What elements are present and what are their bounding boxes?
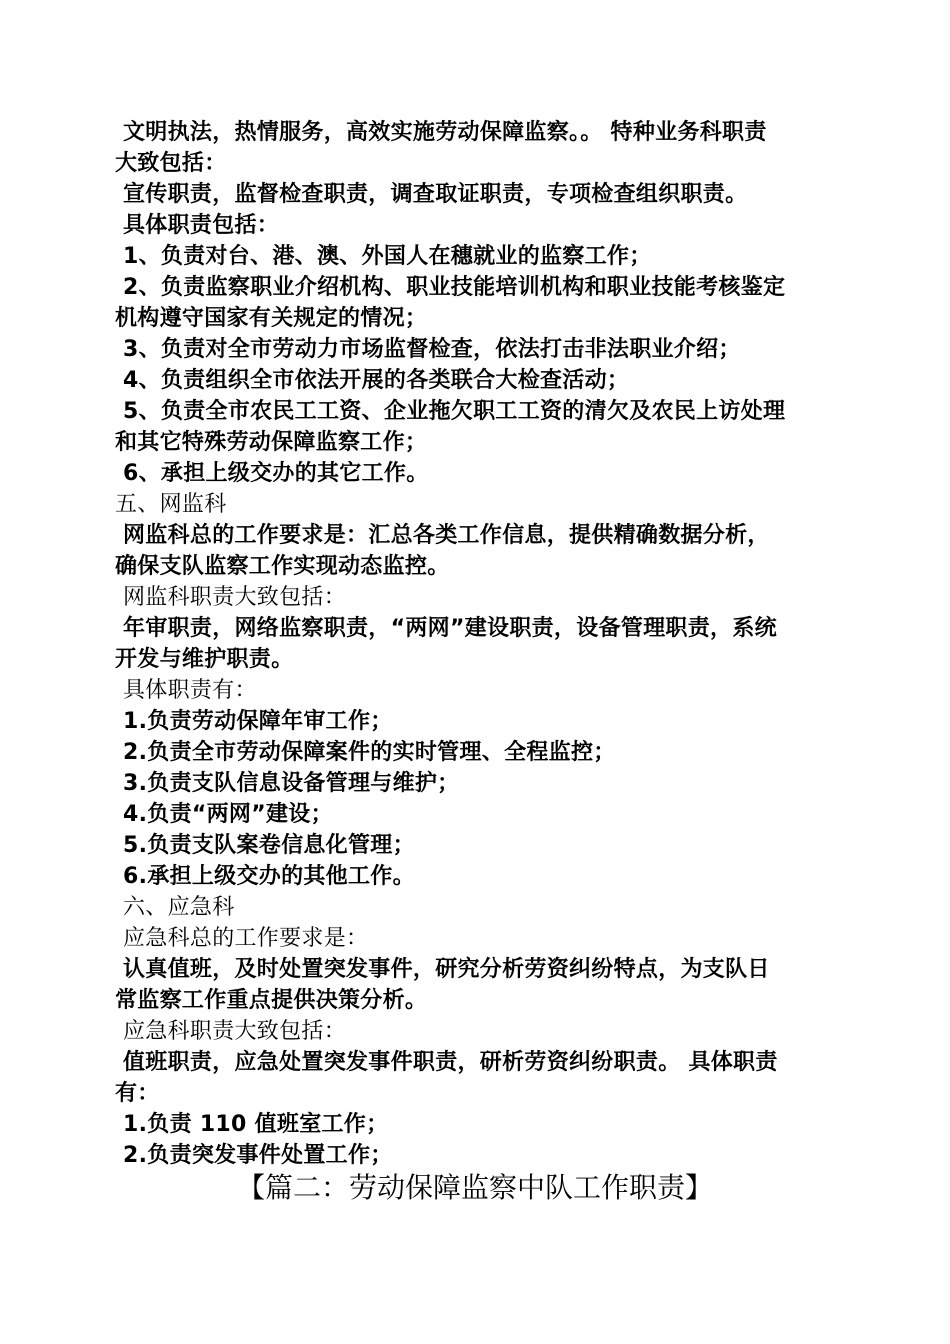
text-line: 有：: [115, 1081, 160, 1106]
text-line: 1、负责对台、港、澳、外国人在穗就业的监察工作；: [123, 244, 652, 269]
section-heading: 【篇二：劳动保障监察中队工作职责】: [236, 1171, 713, 1204]
text-line: 1.负责劳动保障年审工作；: [123, 709, 393, 734]
document-body: [115, 117, 833, 1171]
text-line: 确保支队监察工作实现动态监控。: [115, 554, 450, 579]
text-line: 应急科总的工作要求是：: [123, 926, 369, 951]
text-line: 1.负责 110 值班室工作；: [123, 1112, 389, 1137]
text-line: 应急科职责大致包括：: [123, 1019, 347, 1044]
text-line: 网监科总的工作要求是：汇总各类工作信息，提供精确数据分析，: [123, 523, 770, 548]
text-line: 机构遵守国家有关规定的情况；: [115, 306, 428, 331]
text-line: 年审职责，网络监察职责，“两网”建设职责，设备管理职责，系统: [123, 616, 777, 641]
text-line: 2、负责监察职业介绍机构、职业技能培训机构和职业技能考核鉴定: [123, 275, 786, 300]
text-line: 具体职责包括：: [123, 213, 280, 238]
text-line: 开发与维护职责。: [115, 647, 294, 672]
text-line: 6、承担上级交办的其它工作。: [123, 461, 429, 486]
text-line: 宣传职责，监督检查职责，调查取证职责，专项检查组织职责。: [123, 182, 748, 207]
text-line: 文明执法，热情服务，高效实施劳动保障监察。。 特种业务科职责: [123, 120, 767, 145]
text-line: 常监察工作重点提供决策分析。: [115, 988, 428, 1013]
text-line: 3、负责对全市劳动力市场监督检查，依法打击非法职业介绍；: [123, 337, 741, 362]
text-line: 网监科职责大致包括：: [123, 585, 347, 610]
text-line: 认真值班，及时处置突发事件，研究分析劳资纠纷特点，为支队日: [123, 957, 770, 982]
text-line: 2.负责突发事件处置工作；: [123, 1143, 393, 1168]
text-line: 5.负责支队案卷信息化管理；: [123, 833, 415, 858]
text-line: 4、负责组织全市依法开展的各类联合大检查活动；: [123, 368, 630, 393]
text-line: 3.负责支队信息设备管理与维护；: [123, 771, 460, 796]
text-line: 和其它特殊劳动保障监察工作；: [115, 430, 428, 455]
text-line: 具体职责有：: [123, 678, 257, 703]
text-line: 2.负责全市劳动保障案件的实时管理、全程监控；: [123, 740, 616, 765]
text-line: 五、网监科: [115, 492, 227, 517]
text-line: 5、负责全市农民工工资、企业拖欠职工工资的清欠及农民上访处理: [123, 399, 786, 424]
text-line: 6.承担上级交办的其他工作。: [123, 864, 415, 889]
text-line: 值班职责，应急处置突发事件职责，研析劳资纠纷职责。 具体职责: [123, 1050, 778, 1075]
text-line: 六、应急科: [123, 895, 235, 920]
text-line: 大致包括：: [115, 151, 227, 176]
text-line: 4.负责“两网”建设；: [123, 802, 333, 827]
